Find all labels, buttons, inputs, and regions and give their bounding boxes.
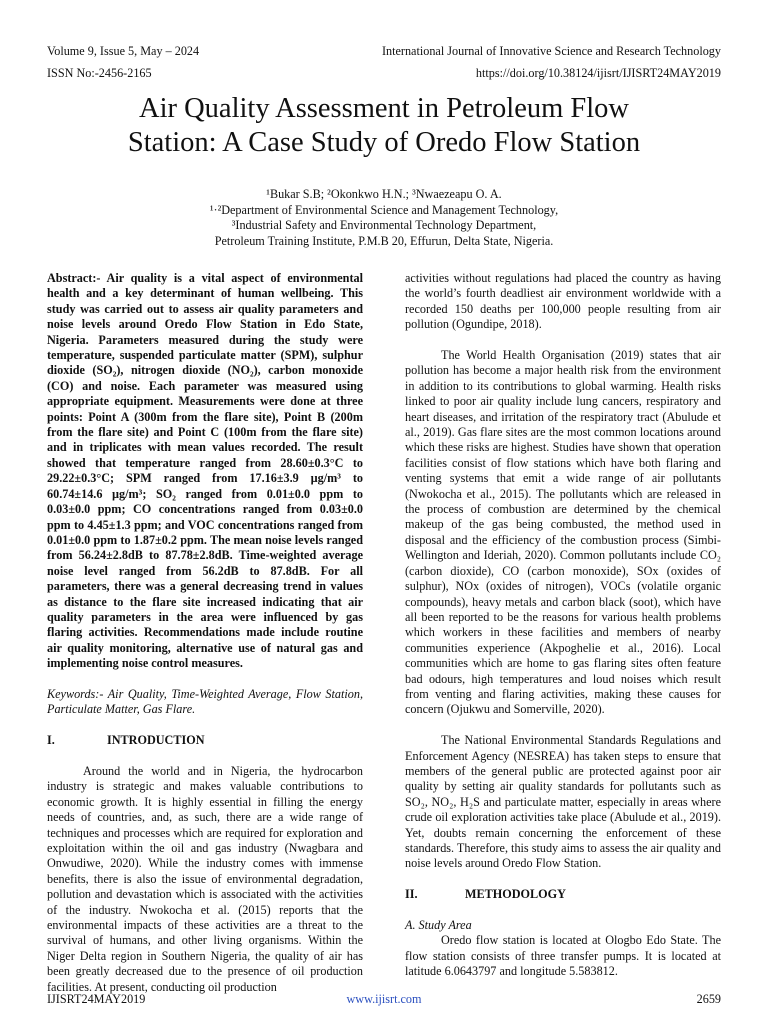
page-number: 2659 [696,992,721,1006]
section-title: INTRODUCTION [107,733,205,748]
keywords: Keywords:- Air Quality, Time-Weighted Average, Flow Station, Particulate Matter, Gas Flare. [47,686,363,717]
section-title: METHODOLOGY [465,887,566,902]
introduction-paragraph: Around the world and in Nigeria, the hydrocarbon industry is strategic and makes valuable contributions to economic growth. It is highly essential in filling the energy needs of countries, and, as such, there are a wide range of techniques and processes which are required for exploration and exploitation within the oil and gas industry (Nwagbara and Onwudiwe, 2020). While the industry comes with immense benefits, there is also the issue of environmental degradation, pollution and devastation which is associated with the activities of the industry. Nwokocha et al. (2015) reports that the environmental impacts of these activities are a threat to the survival of humans, and other living organisms. Within the Niger Delta region in Southern Nigeria, the quality of air has been greatly decreased due to the presence of oil production facilities. At present, conducting oil production [47,763,363,994]
author-block [0,187,768,249]
header-issn: ISSN No:-2456-2165 [47,66,152,80]
author-names: ¹Bukar S.B; ²Okonkwo H.N.; ³Nwaezeapu O. A. [266,187,502,201]
header-doi[interactable]: https://doi.org/10.38124/ijisrt/IJISRT24MAY2019 [475,66,721,80]
affiliation-2: ³Industrial Safety and Environmental Technology Department, [231,218,537,232]
header-volume: Volume 9, Issue 5, May – 2024 [47,44,200,58]
body-paragraph: The World Health Organisation (2019) states that air pollution has become a major health risk from the environment in addition to its contributions to global warming. Health risks linked to poor air quality include lung cancers, respiratory and heart diseases, and irritation of the respiratory tract (Abulude et al., 2019). Gas flare sites are the most common locations around which these risks are highest. Studies have shown that operation facilities consist of flow stations which have both flaring and venting systems that emit a wide range of air pollutants (Nwokocha et al., 2015). The pollutants which are released in the process of combustion are determined by the chemical makeup of the gas being combusted, the method used in disposal and the efficiency of the combustion process (Simbi-Wellington and Ideriah, 2020). Common pollutants include CO₂ (carbon dioxide), CO (carbon monoxide), SOx (oxides of sulphur), NOx (oxides of nitrogen), VOCs (volatile organic compounds), heavy metals and carbon black (soot), which have all been reported to be the reasons for various health problems which workers in these facilities and members of nearby communities experience (Akpoghelie et al., 2016). Local communities which are home to gas flaring sites often feature bad odours, high temperatures and loud noises which result from venting and flaring activities, making these causes for concern (Ojukwu and Somerville, 2020). [405,348,721,717]
right-column [405,271,721,980]
affiliation-3: Petroleum Training Institute, P.M.B 20, Effurun, Delta State, Nigeria. [214,233,554,248]
affiliation-1: ¹·²Department of Environmental Science and Management Technology, [209,202,559,217]
title-line-1: Air Quality Assessment in Petroleum Flow [138,93,630,124]
body-paragraph: Oredo flow station is located at Ologbo Edo State. The flow station consists of three transfer pumps. It is located at latitude 6.0643797 and longitude 5.583812. [405,933,721,979]
abstract: Abstract:- Air quality is a vital aspect of environmental health and a key determinant of human wellbeing. This study was carried out to assess air quality parameters and noise levels around Oredo Flow Station in Edo State, Nigeria. Parameters measured during the study were temperature, suspended particulate matter (SPM), sulphur dioxide (SO₂), nitrogen dioxide (NO₂), carbon monoxide (CO) and noise. Each parameter was measured using appropriate equipment. Measurements were done at three points: Point A (300m from the flare site), Point B (200m from the flare site) and Point C (100m from the flare site) and in triplicates with mean values recorded. The result showed that temperature ranged from 28.60±0.3°C to 29.22±0.3°C; SPM ranged from 17.16±3.9 µg/m³ to 60.74±14.6 µg/m³; SO₂ ranged from 0.01±0.0 ppm to 0.03±0.0 ppm; CO concentrations ranged from 0.03±0.0 ppm to 4.45±1.3 ppm; and VOC concentrations ranged from 0.01±0.0 ppm to 1.87±0.2 ppm. The mean noise levels ranged from 56.24±2.8dB to 87.78±2.8dB. Time-weighted average noise level ranged from 56.2dB to 87.8dB. For all parameters, there was a general decreasing trend in values as distance to the flare site increased indicating that air quality parameters in the area were influenced by gas flaring activities. Recommendations made include routine air quality monitoring, alternative use of natural gas and implementing noise control measures. [47,271,363,671]
section-heading-methodology [405,887,721,902]
section-number: II. [405,887,418,902]
section-number: I. [47,733,55,748]
paper-title [0,92,768,160]
left-column [47,271,363,995]
title-line-2: Station: A Case Study of Oredo Flow Station [127,127,641,158]
footer-paper-id: IJISRT24MAY2019 [47,992,146,1006]
body-paragraph: activities without regulations had placed the country as having the world’s fourth deadliest air environment worldwide with a recorded 150 deaths per 100,000 people resulting from air pollution (Ogundipe, 2018). [405,271,721,332]
header-journal: International Journal of Innovative Science and Research Technology [381,44,721,58]
body-paragraph: The National Environmental Standards Regulations and Enforcement Agency (NESREA) has taken steps to ensure that members of the general public are protected against poor air quality by setting air quality standards for pollutants such as SO₂, NO₂, H₂S and particulate matter, especially in areas where crude oil exploration activities take place (Abulude et al., 2019). Yet, doubts remain concerning the enforcement of these standards. Therefore, this study aims to assess the air quality and noise levels around Oredo Flow Station. [405,733,721,871]
section-heading-introduction [47,733,363,748]
footer-website-link[interactable]: www.ijisrt.com [346,992,422,1006]
subsection-heading-study-area: A. Study Area [405,918,472,932]
